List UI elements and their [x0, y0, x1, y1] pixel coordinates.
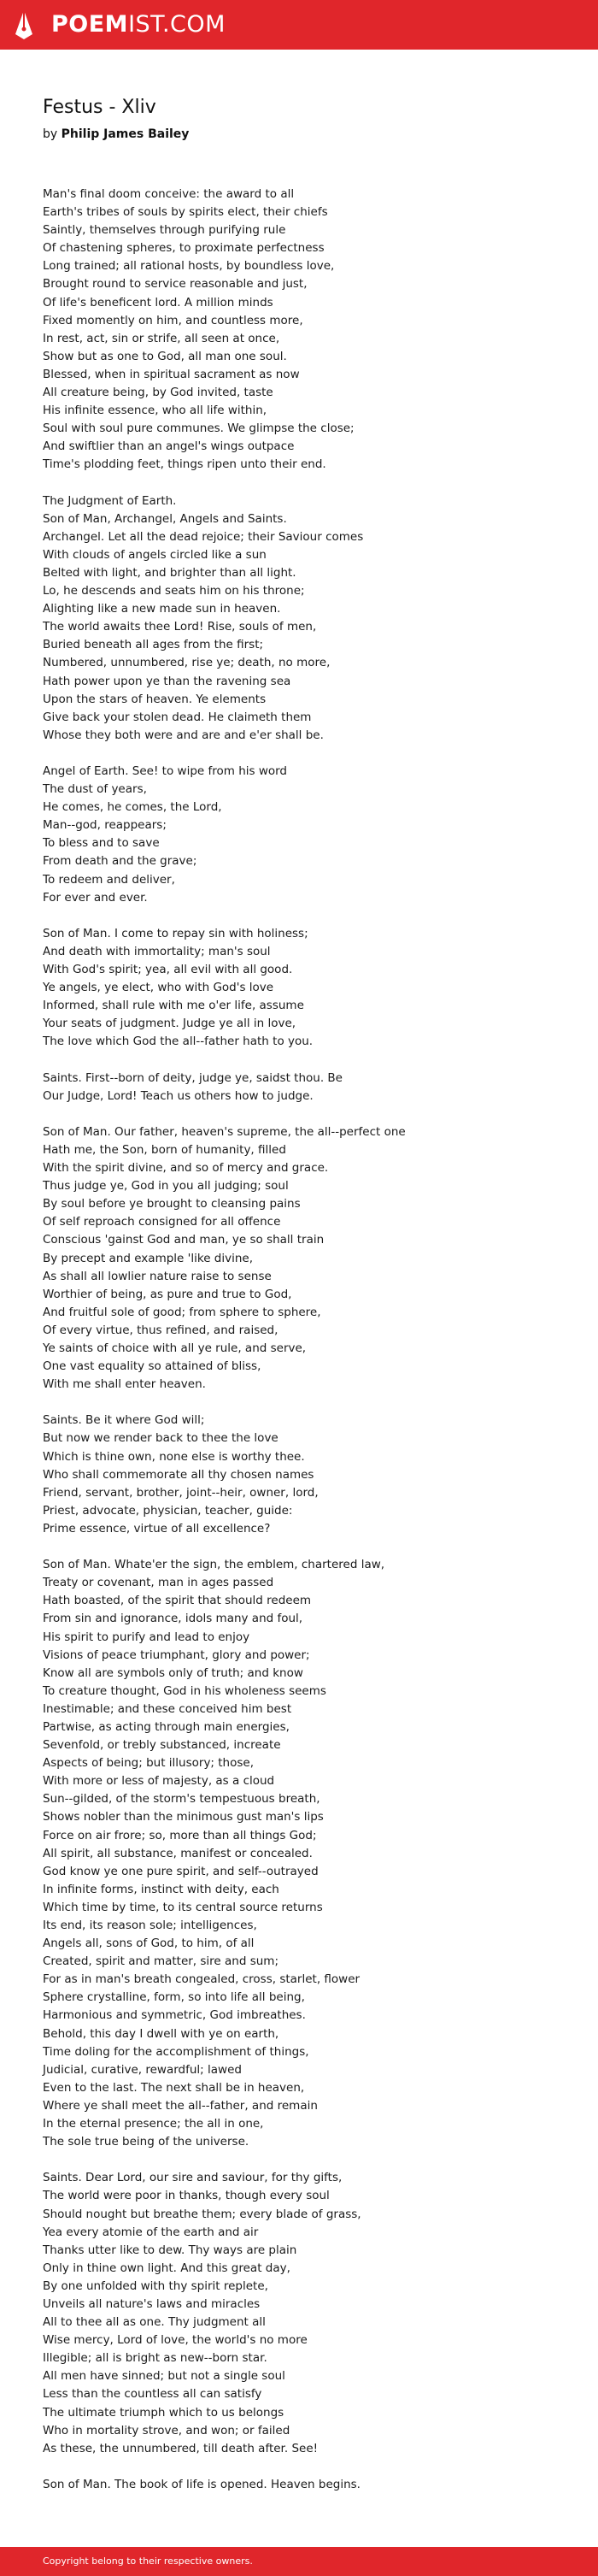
poem-line: Saints. Be it where God will; [43, 1413, 205, 1428]
poem-line: Son of Man. The book of life is opened. Heaven begins. [43, 2477, 361, 2491]
poem-line: Buried beneath all ages from the first; [43, 638, 264, 652]
site-logo[interactable] [51, 12, 226, 38]
poem-stanza [43, 1412, 572, 1538]
poem-line: Behold, this day I dwell with ye on earth, [43, 2026, 279, 2041]
poem-line: Sun--gilded, of the storm's tempestuous breath, [43, 1792, 320, 1807]
copyright-text: Copyright belong to their respective owners. [43, 2555, 253, 2567]
poem-line: Where ye shall meet the all--father, and remain [43, 2098, 318, 2113]
poem-line: Son of Man. Whate'er the sign, the emblem, chartered law, [43, 1558, 385, 1572]
poem-line: With clouds of angels circled like a sun [43, 547, 267, 562]
by-label: by [43, 127, 62, 141]
logo-strong: POEM [51, 11, 129, 38]
poem-line: Your seats of judgment. Judge ye all in love, [43, 1017, 296, 1031]
poem-line: Show but as one to God, all man one soul. [43, 349, 287, 363]
poem-line: Long trained; all rational hosts, by boundless love, [43, 259, 335, 274]
poem-line: But now we render back to thee the love [43, 1431, 278, 1446]
poem-line: Ye angels, ye elect, who with God's love [43, 981, 274, 995]
poem-line: Of every virtue, thus refined, and raised, [43, 1323, 278, 1337]
poem-line: And death with immortality; man's soul [43, 944, 271, 958]
poem-line: Harmonious and symmetric, God imbreathes. [43, 2008, 306, 2023]
poem-line: The Judgment of Earth. [43, 493, 177, 508]
poem-line: By one unfolded with thy spirit replete, [43, 2278, 268, 2293]
poem-line: He comes, he comes, the Lord, [43, 800, 222, 815]
poem-line: Conscious 'gainst God and man, ye so shall train [43, 1233, 325, 1247]
poem-line: Judicial, curative, rewardful; lawed [43, 2062, 242, 2077]
poem-line: His infinite essence, who all life within, [43, 404, 267, 418]
poem-line: Archangel. Let all the dead rejoice; their Saviour comes [43, 529, 364, 544]
poem-line: Hath me, the Son, born of humanity, filled [43, 1142, 286, 1157]
poem-line: Man's final doom conceive: the award to all [43, 187, 295, 201]
poem-line: Worthier of being, as pure and true to God, [43, 1287, 292, 1301]
poem-line: By soul before ye brought to cleansing pains [43, 1197, 301, 1211]
poem-line: In infinite forms, instinct with deity, each [43, 1882, 279, 1896]
site-footer [0, 2547, 598, 2576]
poem-line: Of chastening spheres, to proximate perfectness [43, 241, 325, 256]
poem-line: Sphere crystalline, form, so into life all being, [43, 1990, 305, 2005]
poem-line: Which is thine own, none else is worthy thee. [43, 1449, 305, 1464]
poem-line: Prime essence, virtue of all excellence? [43, 1521, 271, 1536]
poem-line: Who in mortality strove, and won; or failed [43, 2423, 290, 2437]
poem-line: Sevenfold, or trebly substanced, increate [43, 1738, 281, 1753]
poem-line: Upon the stars of heaven. Ye elements [43, 692, 267, 706]
poem-line: Of life's beneficent lord. A million minds [43, 295, 273, 309]
logo-light: IST.COM [128, 11, 226, 38]
poem-line: Saints. First--born of deity, judge ye, saidst thou. Be [43, 1070, 343, 1085]
poem-line: All to thee all as one. Thy judgment all [43, 2315, 266, 2330]
poem-line: Our Judge, Lord! Teach us others how to judge. [43, 1088, 314, 1103]
poem-line: Son of Man, Archangel, Angels and Saints. [43, 511, 287, 526]
poem-line: Its end, its reason sole; intelligences, [43, 1919, 257, 1932]
poem-line: To redeem and deliver, [43, 872, 175, 887]
poem-line: Friend, servant, brother, joint--heir, owner, lord, [43, 1485, 319, 1500]
poem-body [43, 186, 572, 2512]
poem-line: All creature being, by God invited, taste [43, 386, 273, 400]
poem-line: From death and the grave; [43, 854, 197, 869]
poem-line: Thanks utter like to dew. Thy ways are plain [43, 2243, 297, 2257]
poem-line: And swiftlier than an angel's wings outpace [43, 439, 295, 454]
poem-byline [43, 127, 189, 142]
poem-line: Alighting like a new made sun in heaven. [43, 602, 281, 616]
poem-line: Informed, shall rule with me o'er life, assume [43, 999, 304, 1013]
author-link[interactable]: Philip James Bailey [61, 127, 190, 141]
poem-line: His spirit to purify and lead to enjoy [43, 1630, 250, 1644]
poem-line: Soul with soul pure communes. We glimpse the close; [43, 421, 355, 436]
poem-line: Even to the last. The next shall be in heaven, [43, 2080, 305, 2095]
pen-nib-icon[interactable] [14, 9, 34, 41]
poem-line: Angel of Earth. See! to wipe from his word [43, 764, 288, 778]
poem-line: By precept and example 'like divine, [43, 1251, 253, 1265]
poem-line: All spirit, all substance, manifest or concealed. [43, 1846, 313, 1860]
poem-line: Fixed momently on him, and countless more, [43, 313, 303, 327]
poem-stanza [43, 763, 572, 907]
poem-line: God know ye one pure spirit, and self--outrayed [43, 1864, 319, 1878]
poem-line: Saints. Dear Lord, our sire and saviour, for thy gifts, [43, 2171, 343, 2185]
poem-line: With God's spirit; yea, all evil with all good. [43, 963, 293, 977]
poem-title: Festus - Xliv [43, 97, 156, 118]
poem-line: Hath power upon ye than the ravening sea [43, 674, 291, 688]
poem-line: The dust of years, [43, 782, 147, 797]
poem-line: For ever and ever. [43, 890, 148, 905]
poem-line: Ye saints of choice with all ye rule, and serve, [43, 1341, 307, 1355]
poem-line: To creature thought, God in his wholeness seems [43, 1683, 326, 1698]
poem-line: Time doling for the accomplishment of things, [43, 2044, 309, 2059]
poem-line: Angels all, sons of God, to him, of all [43, 1936, 255, 1951]
poem-line: Wise mercy, Lord of love, the world's no more [43, 2333, 308, 2348]
poem-line: Give back your stolen dead. He claimeth them [43, 710, 312, 724]
poem-stanza [43, 2169, 572, 2458]
poem-line: From sin and ignorance, idols many and foul, [43, 1612, 303, 1626]
poem-line: To bless and to save [43, 836, 160, 851]
poem-line: Whose they both were and are and e'er shall be. [43, 728, 324, 742]
poem-line: Unveils all nature's laws and miracles [43, 2296, 261, 2311]
poem-line: In rest, act, sin or strife, all seen at once, [43, 331, 280, 345]
poem-line: Man--god, reappears; [43, 818, 167, 833]
poem-line: Aspects of being; but illusory; those, [43, 1756, 255, 1771]
poem-line: Who shall commemorate all thy chosen names [43, 1467, 314, 1482]
poem-line: All men have sinned; but not a single soul [43, 2369, 285, 2384]
poem-line: Less than the countless all can satisfy [43, 2387, 262, 2402]
site-header [0, 0, 598, 50]
poem-line: Hath boasted, of the spirit that should redeem [43, 1594, 312, 1608]
poem-line: With me shall enter heaven. [43, 1377, 206, 1392]
poem-line: Earth's tribes of souls by spirits elect, their chiefs [43, 205, 328, 220]
poem-line: Force on air frore; so, more than all things God; [43, 1828, 317, 1842]
poem-line: The sole true being of the universe. [43, 2135, 249, 2149]
poem-line: Son of Man. Our father, heaven's supreme, the all--perfect one [43, 1124, 406, 1139]
poem-stanza [43, 2476, 572, 2494]
poem-line: Visions of peace triumphant, glory and power; [43, 1648, 310, 1662]
poem-line: Of self reproach consigned for all offence [43, 1215, 281, 1229]
poem-line: Only in thine own light. And this great day, [43, 2261, 290, 2275]
poem-line: Son of Man. I come to repay sin with holiness; [43, 926, 308, 940]
poem-line: Lo, he descends and seats him on his throne; [43, 584, 305, 598]
poem-line: As shall all lowlier nature raise to sense [43, 1269, 272, 1283]
poem-line: With more or less of majesty, as a cloud [43, 1774, 275, 1789]
poem-line: The love which God the all--father hath to you. [43, 1035, 314, 1049]
poem-line: Partwise, as acting through main energies, [43, 1719, 290, 1734]
poem-line: Should nought but breathe them; every blade of grass, [43, 2207, 361, 2221]
poem-line: For as in man's breath congealed, cross, starlet, flower [43, 1972, 361, 1987]
poem-line: Brought round to service reasonable and just, [43, 277, 308, 292]
poem-line: Yea every atomie of the earth and air [43, 2225, 259, 2239]
poem-stanza [43, 492, 572, 745]
poem-line: Treaty or covenant, man in ages passed [43, 1576, 274, 1590]
poem-line: Inestimable; and these conceived him best [43, 1701, 292, 1716]
poem-line: Illegible; all is bright as new--born star. [43, 2351, 267, 2366]
poem-line: The world were poor in thanks, though every soul [43, 2189, 330, 2203]
poem-line: Thus judge ye, God in you all judging; soul [43, 1179, 289, 1194]
poem-line: With the spirit divine, and so of mercy and grace. [43, 1161, 329, 1176]
poem-line: And fruitful sole of good; from sphere to sphere, [43, 1305, 321, 1319]
poem-line: Saintly, themselves through purifying rule [43, 223, 286, 238]
poem-line: Blessed, when in spiritual sacrament as now [43, 367, 300, 381]
poem-line: As these, the unnumbered, till death after. See! [43, 2441, 319, 2455]
poem-line: Time's plodding feet, things ripen unto their end. [43, 457, 326, 472]
poem-stanza [43, 1123, 572, 1394]
poem-stanza [43, 1070, 572, 1105]
poem-stanza [43, 186, 572, 475]
poem-line: Belted with light, and brighter than all light. [43, 565, 296, 580]
poem-line: Created, spirit and matter, sire and sum; [43, 1954, 278, 1969]
poem-line: The ultimate triumph which to us belongs [43, 2405, 284, 2420]
poem-line: Which time by time, to its central source returns [43, 1900, 323, 1914]
poem-line: Shows nobler than the minimous gust man's lips [43, 1810, 324, 1824]
poem-line: The world awaits thee Lord! Rise, souls of men, [43, 620, 317, 634]
poem-line: One vast equality so attained of bliss, [43, 1359, 261, 1374]
poem-line: Priest, advocate, physician, teacher, guide: [43, 1503, 293, 1518]
poem-stanza [43, 925, 572, 1052]
poem-line: Know all are symbols only of truth; and know [43, 1665, 303, 1680]
poem-stanza [43, 1556, 572, 2151]
poem-line: Numbered, unnumbered, rise ye; death, no more, [43, 656, 331, 670]
poem-line: In the eternal presence; the all in one, [43, 2117, 264, 2131]
